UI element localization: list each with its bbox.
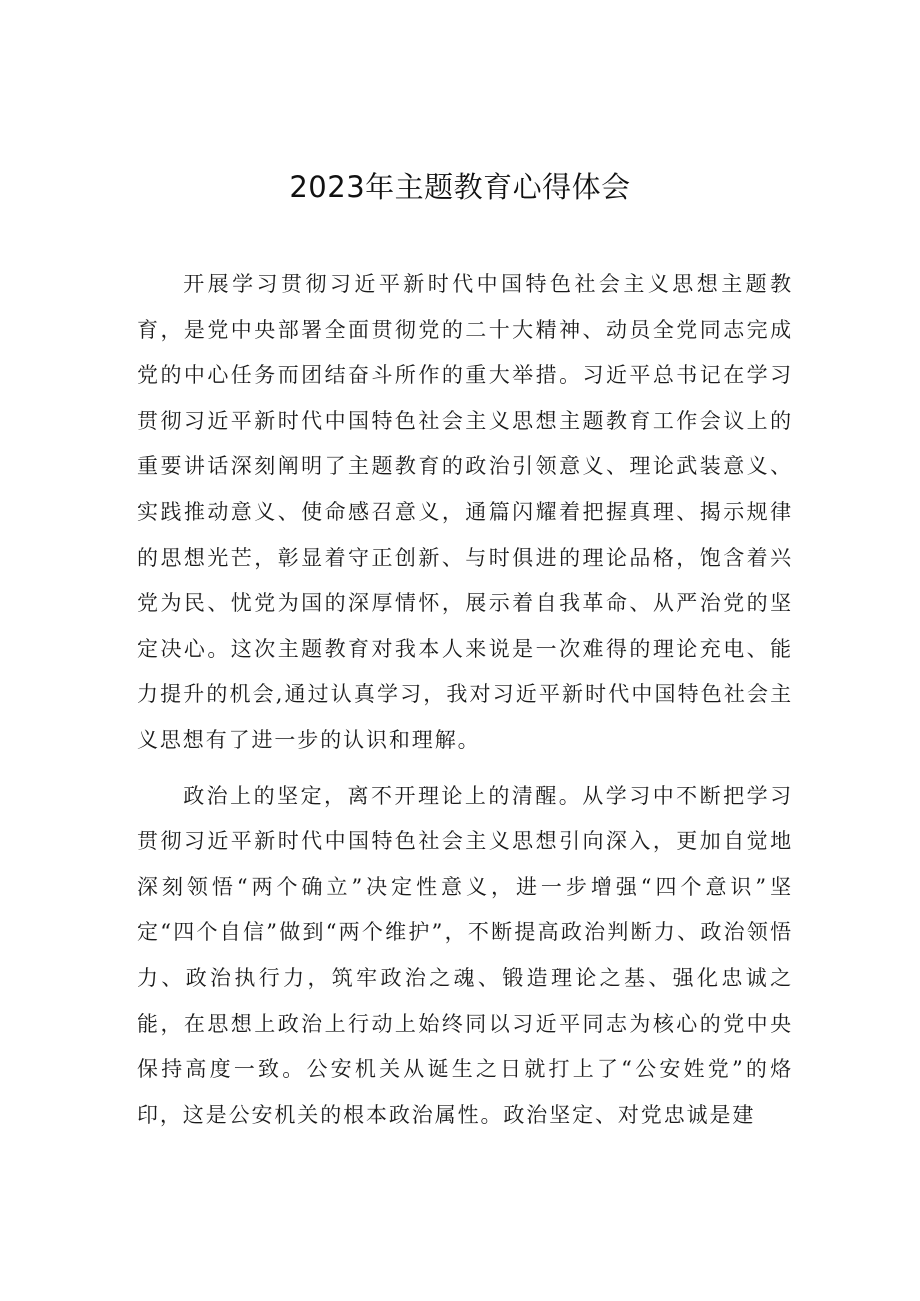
paragraph-2: 政治上的坚定，离不开理论上的清醒。从学习中不断把学习贯彻习近平新时代中国特色社会主义思想引向深入，更加自觉地深刻领悟“两个确立”决定性意义，进一步增强“四个意识”坚定“四个自信”做到“两个维护”，不断提高政治判断力、政治领悟力、政治执行力，筑牢政治之魂、锻造理论之基、强化忠诚之能，在思想上政治上行动上始终同以习近平同志为核心的党中央保持高度一致。公安机关从诞生之日就打上了“公安姓党”的烙印，这是公安机关的根本政治属性。政治坚定、对党忠诚是建 <box>137 783 793 1127</box>
document-body <box>137 262 793 1148</box>
paragraph-1: 开展学习贯彻习近平新时代中国特色社会主义思想主题教育，是党中央部署全面贯彻党的二十大精神、动员全党同志完成党的中心任务而团结奋斗所作的重大举措。习近平总书记在学习贯彻习近平新时代中国特色社会主义思想主题教育工作会议上的重要讲话深刻阐明了主题教育的政治引领意义、理论武装意义、实践推动意义、使命感召意义，通篇闪耀着把握真理、揭示规律的思想光芒，彰显着守正创新、与时俱进的理论品格，饱含着兴党为民、忧党为国的深厚情怀，展示着自我革命、从严治党的坚定决心。这次主题教育对我本人来说是一次难得的理论充电、能力提升的机会,通过认真学习，我对习近平新时代中国特色社会主义思想有了进一步的认识和理解。 <box>137 272 793 752</box>
document-title: 2023年主题教育心得体会 <box>289 170 631 204</box>
